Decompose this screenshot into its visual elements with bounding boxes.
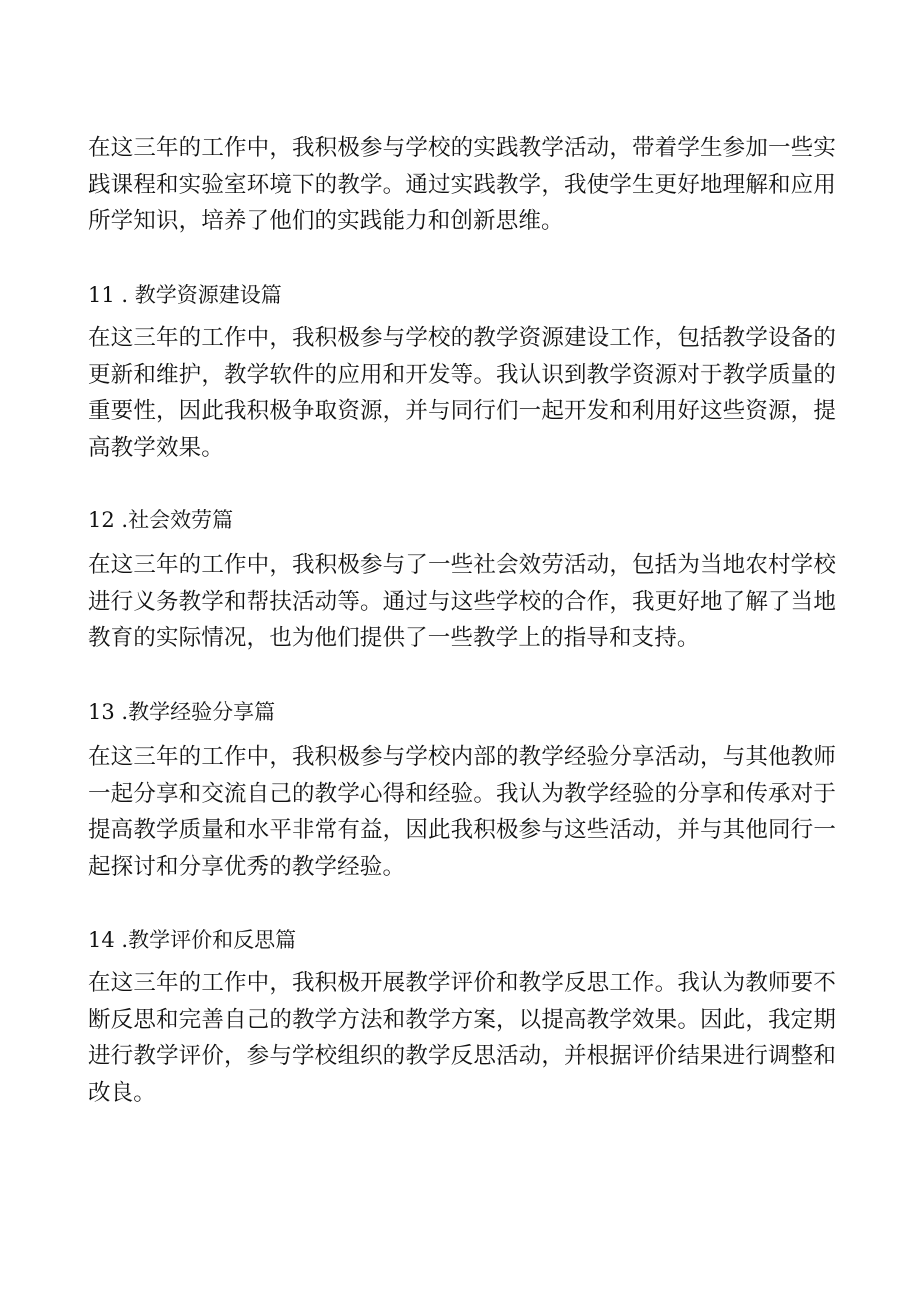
section-heading-11: 11 . 教学资源建设篇: [88, 283, 282, 307]
section-body-12: 在这三年的工作中，我积极参与了一些社会效劳活动，包括为当地农村学校进行义务教学和帮扶活动等。通过与这些学校的合作，我更好地了解了当地教育的实际情况，也为他们提供了一些教学上的指导和支持。: [88, 552, 836, 651]
intro-paragraph: 在这三年的工作中，我积极参与学校的实践教学活动，带着学生参加一些实践课程和实验室环境下的教学。通过实践教学，我使学生更好地理解和应用所学知识，培养了他们的实践能力和创新思维。: [88, 135, 836, 234]
section-body-11: 在这三年的工作中，我积极参与学校的教学资源建设工作，包括教学设备的更新和维护，教学软件的应用和开发等。我认识到教学资源对于教学质量的重要性，因此我积极争取资源，并与同行们一起开发和利用好这些资源，提高教学效果。: [88, 325, 836, 461]
section-heading-14: 14 .教学评价和反思篇: [88, 928, 297, 952]
section-body-14: 在这三年的工作中，我积极开展教学评价和教学反思工作。我认为教师要不断反思和完善自己的教学方法和教学方案，以提高教学效果。因此，我定期进行教学评价，参与学校组织的教学反思活动，并根据评价结果进行调整和改良。: [88, 970, 836, 1106]
section-body-13: 在这三年的工作中，我积极参与学校内部的教学经验分享活动，与其他教师一起分享和交流自己的教学心得和经验。我认为教学经验的分享和传承对于提高教学质量和水平非常有益，因此我积极参与这些活动，并与其他同行一起探讨和分享优秀的教学经验。: [88, 744, 836, 880]
section-heading-13: 13 .教学经验分享篇: [88, 700, 276, 724]
section-heading-12: 12 .社会效劳篇: [88, 508, 234, 532]
